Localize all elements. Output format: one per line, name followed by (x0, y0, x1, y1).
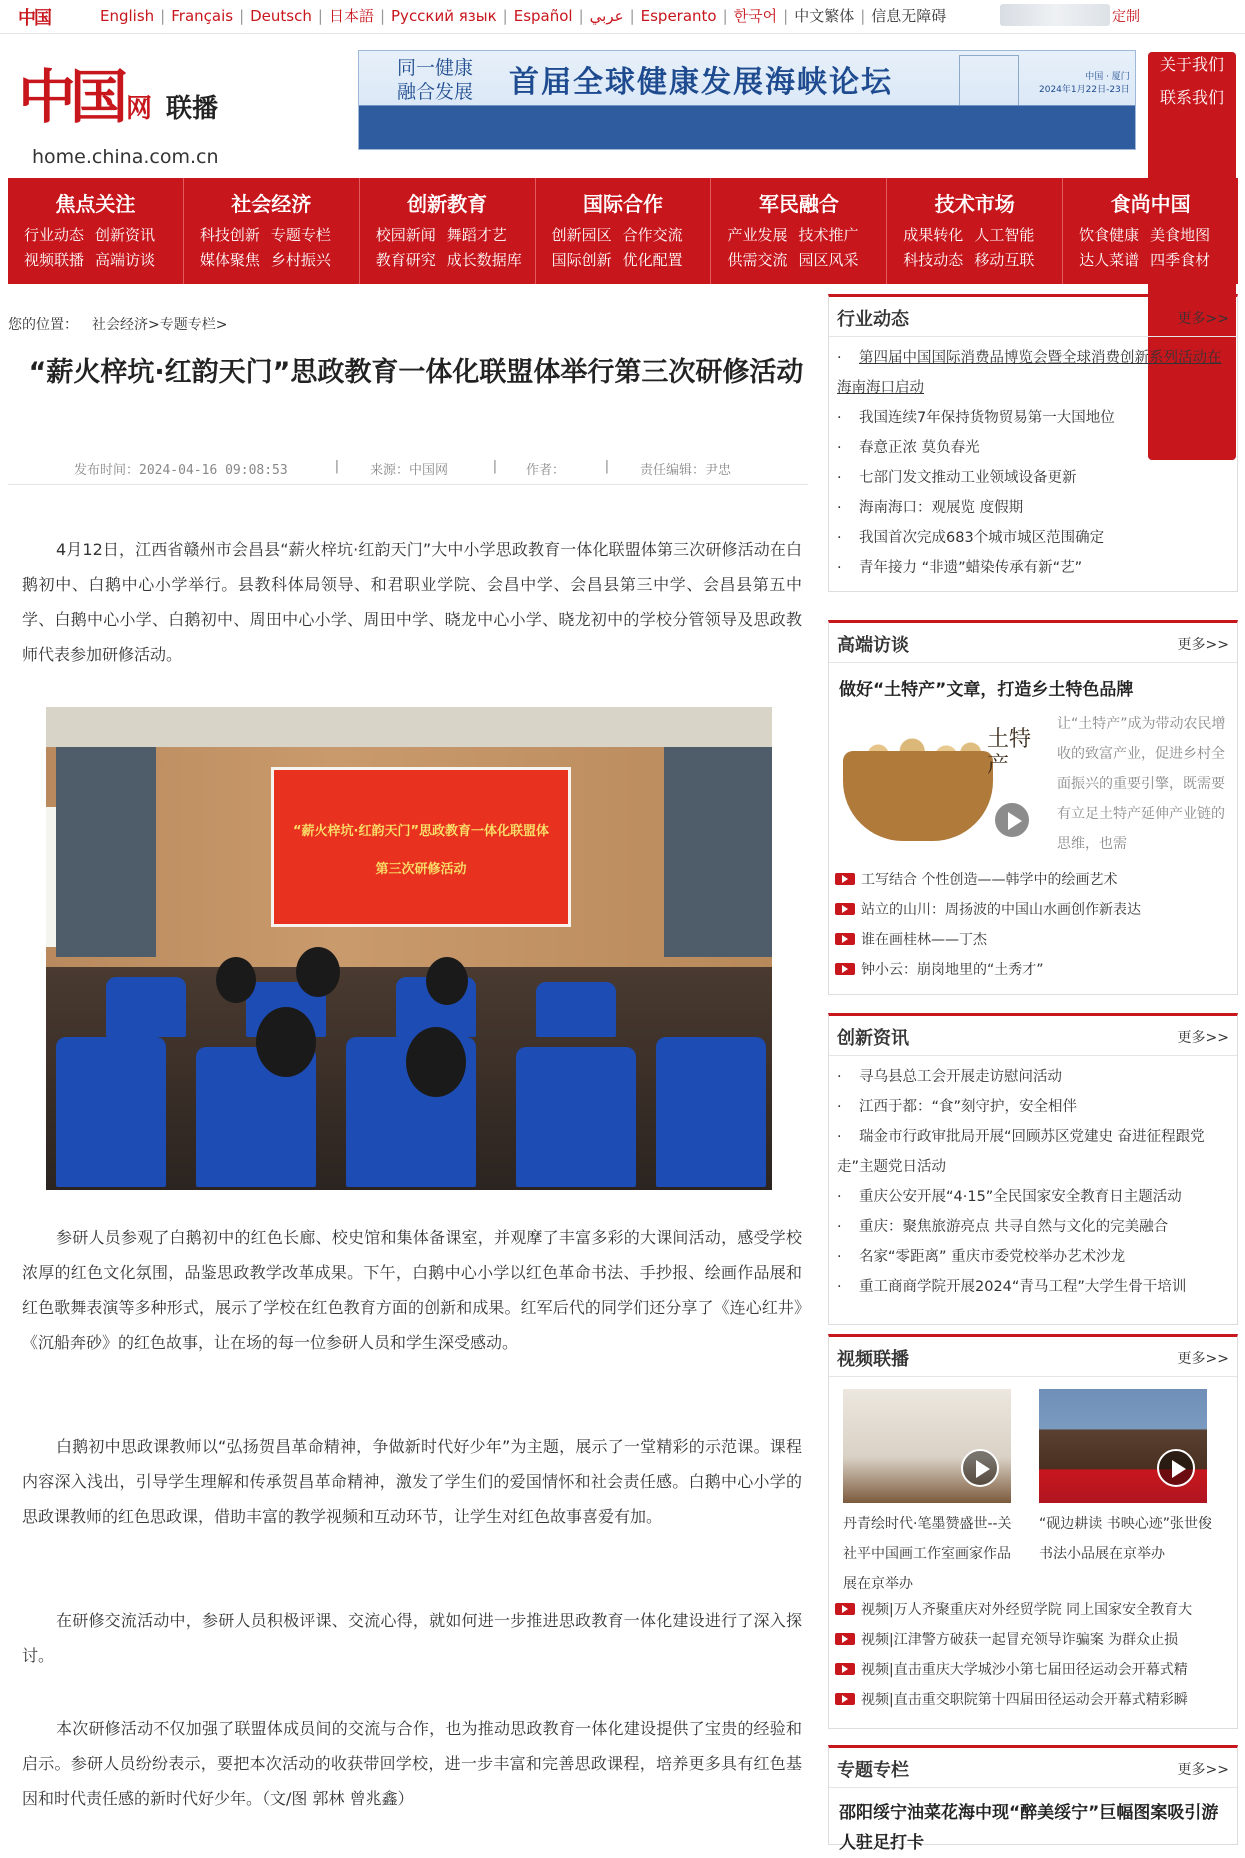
projection-screen (271, 767, 571, 927)
nav-link[interactable]: 成果转化 (903, 226, 964, 244)
lang-english[interactable]: English (100, 7, 155, 25)
screen-text: 第三次研修活动 (375, 862, 467, 877)
news-item[interactable]: · 我国首次完成683个城市城区范围确定 (837, 530, 1105, 546)
video-icon (835, 1663, 855, 1675)
article-meta (8, 459, 808, 485)
nav-link[interactable]: 四季食材 (1150, 251, 1211, 269)
nav-link[interactable]: 舞蹈才艺 (446, 226, 507, 244)
interview-list (835, 865, 1233, 985)
video-item[interactable]: 钟小云：崩岗地里的“土秀才” (835, 955, 1233, 985)
video-thumbnail[interactable] (843, 1389, 1011, 1503)
lang-arabic[interactable]: عربي (589, 7, 624, 25)
more-link[interactable]: 更多>> (1177, 1030, 1229, 1046)
site-header (0, 40, 1245, 170)
logo-china-text: 中国 (18, 63, 123, 131)
lang-french[interactable]: Français (171, 7, 234, 25)
nav-link[interactable]: 科技动态 (903, 251, 964, 269)
play-icon[interactable] (961, 1449, 999, 1487)
video-thumbnail[interactable] (1039, 1389, 1207, 1503)
news-item[interactable]: · 重庆公安开展“4·15”全民国家安全教育日主题活动 (837, 1189, 1182, 1205)
news-item[interactable]: · 江西于都：“食”刻守护，安全相伴 (837, 1099, 1078, 1115)
lang-korean[interactable]: 한국어 (733, 7, 778, 25)
video-list (835, 1595, 1233, 1715)
nav-column (887, 178, 1063, 284)
main-nav (8, 178, 1238, 284)
nav-link[interactable]: 合作交流 (622, 226, 683, 244)
nav-column (184, 178, 360, 284)
video-icon (835, 1633, 855, 1645)
banner-date: 中国 · 厦门 2024年1月22日-23日 (1039, 72, 1130, 95)
article-paragraph: 在研修交流活动中，参研人员积极评课、交流心得，就如何进一步推进思政教育一体化建设进行了深入探讨。 (22, 1611, 802, 1665)
meta-separator: | (333, 459, 341, 474)
nav-link[interactable]: 科技创新 (199, 226, 260, 244)
screen-text: “薪火梓坑·红韵天门”思政教育一体化联盟体 (292, 824, 550, 839)
video-item[interactable]: 站立的山川：周扬波的中国山水画创作新表达 (835, 895, 1233, 925)
banner-slogan-1: 同一健康 (397, 57, 474, 79)
logo-wang-text: 网 (126, 94, 153, 124)
video-caption[interactable]: “砚边耕读 书映心迹”张世俊书法小品展在京举办 (1039, 1516, 1212, 1562)
nav-link[interactable]: 移动互联 (974, 251, 1035, 269)
nav-link[interactable]: 国际创新 (551, 251, 612, 269)
about-us-button[interactable]: 关于我们 (1148, 52, 1236, 350)
language-links: English | Français | Deutsch | 日本語 | Русский язык | Español | عربي | Esperanto | 한국어 | 中文繁体 | 信息无障碍 (100, 7, 947, 25)
logo-domain: home.china.com.cn (32, 146, 219, 168)
video-box (828, 1334, 1238, 1729)
nav-heading[interactable]: 创新教育 (407, 192, 488, 216)
tower-icon (959, 55, 1019, 105)
play-icon[interactable] (1157, 1449, 1195, 1487)
nav-link[interactable]: 饮食健康 (1079, 226, 1140, 244)
news-item[interactable]: · 春意正浓 莫负春光 (837, 440, 980, 456)
video-icon (835, 1603, 855, 1615)
nav-heading[interactable]: 国际合作 (583, 192, 663, 216)
nav-link[interactable]: 技术推广 (798, 226, 859, 244)
nav-column (536, 178, 712, 284)
banner-title: 首届全球健康发展海峡论坛 (509, 65, 893, 100)
top-language-bar (0, 0, 1245, 34)
news-item[interactable]: · 第四届中国国际消费品博览会暨全球消费创新系列活动在海南海口启动 (837, 350, 1222, 396)
nav-link[interactable]: 专题专栏 (270, 226, 331, 244)
nav-link[interactable]: 视频联播 (24, 251, 85, 269)
lang-german[interactable]: Deutsch (250, 7, 312, 25)
contact-us-button[interactable]: 联系我们 (1148, 85, 1236, 460)
article-author: 作者： (526, 463, 566, 478)
breadcrumb-link[interactable]: 社会经济 (92, 317, 148, 333)
box-title: 专题专栏 (837, 1760, 909, 1781)
video-item[interactable]: 谁在画桂林——丁杰 (835, 925, 1233, 955)
article-paragraph: 参研人员参观了白鹅初中的红色长廊、校史馆和集体备课室，并观摩了丰富多彩的大课间活动，感受学校浓厚的红色文化氛围，品鉴思政教学改革成果。下午，白鹅中心小学以红色革命书法、手抄报、绘画作品展和红色歌舞表演等多种形式，展示了学校在红色教育方面的创新和成果。红军后代的同学们还分享了《连心红井》《沉船奔砂》的红色故事，让在场的每一位参研人员和学生深受感动。 (22, 1228, 802, 1352)
video-item[interactable]: 视频|直击重交职院第十四届田径运动会开幕式精彩瞬 (835, 1685, 1233, 1715)
nav-link[interactable]: 园区风采 (798, 251, 859, 269)
nav-link[interactable]: 行业动态 (24, 226, 85, 244)
nav-link[interactable]: 乡村振兴 (270, 251, 331, 269)
news-item[interactable]: · 寻乌县总工会开展走访慰问活动 (837, 1069, 1062, 1085)
nav-link[interactable]: 创新资讯 (95, 226, 156, 244)
article-paragraph: 白鹅初中思政课教师以“弘扬贺昌革命精神，争做新时代好少年”为主题，展示了一堂精彩的示范课。课程内容深入浅出，引导学生理解和传承贺昌革命精神，激发了学生们的爱国情怀和社会责任感。白鹅中心小学的思政课教师的红色思政课，借助丰富的教学视频和互动环节，让学生对红色故事喜爱有加。 (22, 1437, 802, 1526)
nav-column (360, 178, 536, 284)
more-link[interactable]: 更多>> (1177, 311, 1229, 327)
logo-lianbo-text: 联播 (166, 94, 219, 124)
article-paragraph: 4月12日，江西省赣州市会昌县“薪火梓坑·红韵天门”大中小学思政教育一体化联盟体第三次研修活动在白鹅初中、白鹅中心小学举行。县教科体局领导、和君职业学院、会昌中学、会昌县第三中学、会昌县第五中学、白鹅中心小学、白鹅初中、周田中心小学、周田中学、晓龙中心小学、晓龙初中的学校分管领导及思政教师代表参加研修活动。 (22, 540, 802, 664)
nav-heading[interactable]: 军民融合 (758, 192, 839, 216)
lang-russian[interactable]: Русский язык (391, 7, 497, 25)
article-photo (46, 707, 772, 1190)
nav-link[interactable]: 达人菜谱 (1079, 251, 1140, 269)
news-item[interactable]: · 青年接力 “非遗”蜡染传承有新“艺” (837, 560, 1083, 576)
nav-link[interactable]: 教育研究 (375, 251, 436, 269)
interview-box (828, 620, 1238, 995)
nav-link[interactable]: 高端访谈 (95, 251, 156, 269)
nav-heading[interactable]: 食尚中国 (1110, 192, 1191, 216)
news-item[interactable]: · 我国连续7年保持货物贸易第一大国地位 (837, 410, 1115, 426)
lang-traditional-chinese[interactable]: 中文繁体 (794, 7, 855, 25)
more-link[interactable]: 更多>> (1177, 637, 1229, 653)
news-item[interactable]: · 海南海口：观展览 度假期 (837, 500, 1024, 516)
nav-link[interactable]: 人工智能 (974, 226, 1035, 244)
video-item[interactable]: 视频|直击重庆大学城沙小第七届田径运动会开幕式精 (835, 1655, 1233, 1685)
meta-separator: | (603, 459, 611, 474)
image-calligraphy: 土特产 (987, 727, 1032, 778)
search-box[interactable] (1000, 4, 1110, 26)
mini-logo-text: 中国 (18, 8, 50, 29)
more-link[interactable]: 更多>> (1177, 1762, 1229, 1778)
nav-link[interactable]: 优化配置 (622, 251, 683, 269)
video-item[interactable]: 视频|万人齐聚重庆对外经贸学院 同上国家安全教育大 (835, 1595, 1233, 1625)
nav-column (1063, 178, 1238, 284)
news-item[interactable]: · 七部门发文推动工业领域设备更新 (837, 470, 1077, 486)
nav-link[interactable]: 媒体聚焦 (199, 251, 260, 269)
article-paragraph: 本次研修活动不仅加强了联盟体成员间的交流与合作，也为推动思政教育一体化建设提供了宝贵的经验和启示。参研人员纷纷表示，要把本次活动的收获带回学校，进一步丰富和完善思政课程，培养更多具有红色基因和时代责任感的新时代好少年。（文/图 郭林 曾兆鑫） (22, 1719, 802, 1808)
breadcrumb-label: 您的位置： (8, 317, 78, 333)
lang-japanese[interactable]: 日本語 (328, 7, 374, 25)
custom-link[interactable]: 定制 (1112, 9, 1140, 25)
article-title: “薪火梓坑·红韵天门”思政教育一体化联盟体举行第三次研修活动 (28, 357, 804, 388)
news-item[interactable]: · 重庆：聚焦旅游亮点 共寻自然与文化的完美融合 (837, 1219, 1169, 1235)
box-title: 视频联播 (837, 1349, 909, 1370)
nav-heading[interactable]: 技术市场 (934, 192, 1015, 216)
lang-esperanto[interactable]: Esperanto (640, 7, 717, 25)
site-logo[interactable] (18, 50, 238, 168)
nav-link[interactable]: 供需交流 (727, 251, 788, 269)
box-title: 创新资讯 (837, 1028, 909, 1049)
article-editor: 责任编辑：尹忠 (640, 463, 732, 478)
video-item[interactable]: 工写结合 个性创造——韩学中的绘画艺术 (835, 865, 1233, 895)
feature-title[interactable]: 做好“土特产”文章，打造乡土特色品牌 (839, 680, 1134, 700)
nav-heading[interactable]: 社会经济 (231, 192, 312, 216)
news-item[interactable]: · 名家“零距离” 重庆市委党校举办艺术沙龙 (837, 1249, 1126, 1265)
lang-spanish[interactable]: Español (513, 7, 573, 25)
box-title: 行业动态 (837, 309, 909, 330)
video-icon (835, 903, 855, 915)
play-icon[interactable] (993, 801, 1031, 839)
nav-link[interactable]: 产业发展 (727, 226, 788, 244)
video-icon (835, 933, 855, 945)
feature-summary: 让“土特产”成为带动农民增收的致富产业，促进乡村全面振兴的重要引擎，既需要有立足土特产延伸产业链的思维，也需 (1057, 716, 1226, 852)
publish-time: 发布时间：2024-04-16 09:08:53 (74, 463, 288, 478)
special-topic-box (828, 1745, 1238, 1853)
news-item[interactable]: · 重工商商学院开展2024“青马工程”大学生骨干培训 (837, 1279, 1187, 1295)
banner-slogan-2: 融合发展 (397, 81, 474, 103)
nav-link[interactable]: 成长数据库 (446, 251, 522, 269)
more-link[interactable]: 更多>> (1177, 1351, 1229, 1367)
video-item[interactable]: 视频|江津警方破获一起冒充领导诈骗案 为群众止损 (835, 1625, 1233, 1655)
feature-title[interactable]: 邵阳绥宁油菜花海中现“醉美绥宁”巨幅图案吸引游人驻足打卡 (839, 1803, 1219, 1853)
forum-banner[interactable] (358, 50, 1136, 150)
box-title: 高端访谈 (837, 635, 909, 656)
nav-link[interactable]: 美食地图 (1150, 226, 1211, 244)
nav-heading[interactable]: 焦点关注 (55, 192, 136, 216)
nav-link[interactable]: 校园新闻 (375, 226, 436, 244)
breadcrumb-link[interactable]: 专题专栏 (159, 317, 216, 333)
breadcrumb: 您的位置： 社会经济>专题专栏> (8, 317, 228, 333)
feature-image[interactable] (837, 709, 1047, 849)
nav-column (8, 178, 184, 284)
mini-logo[interactable] (18, 4, 70, 30)
video-caption[interactable]: 丹青绘时代·笔墨赞盛世--关社平中国画工作室画家作品展在京举办 (843, 1516, 1012, 1592)
news-item[interactable]: · 瑞金市行政审批局开展“回顾苏区党建史 奋进征程跟党走”主题党日活动 (837, 1129, 1205, 1175)
industry-news-box (828, 294, 1238, 592)
video-icon (835, 873, 855, 885)
nav-link[interactable]: 创新园区 (551, 226, 612, 244)
accessibility-link[interactable]: 信息无障碍 (871, 7, 947, 25)
video-icon (835, 963, 855, 975)
meta-separator: | (491, 459, 499, 474)
nav-column (711, 178, 887, 284)
video-icon (835, 1693, 855, 1705)
innovation-news-box (828, 1013, 1238, 1325)
article-source: 来源：中国网 (370, 463, 449, 478)
